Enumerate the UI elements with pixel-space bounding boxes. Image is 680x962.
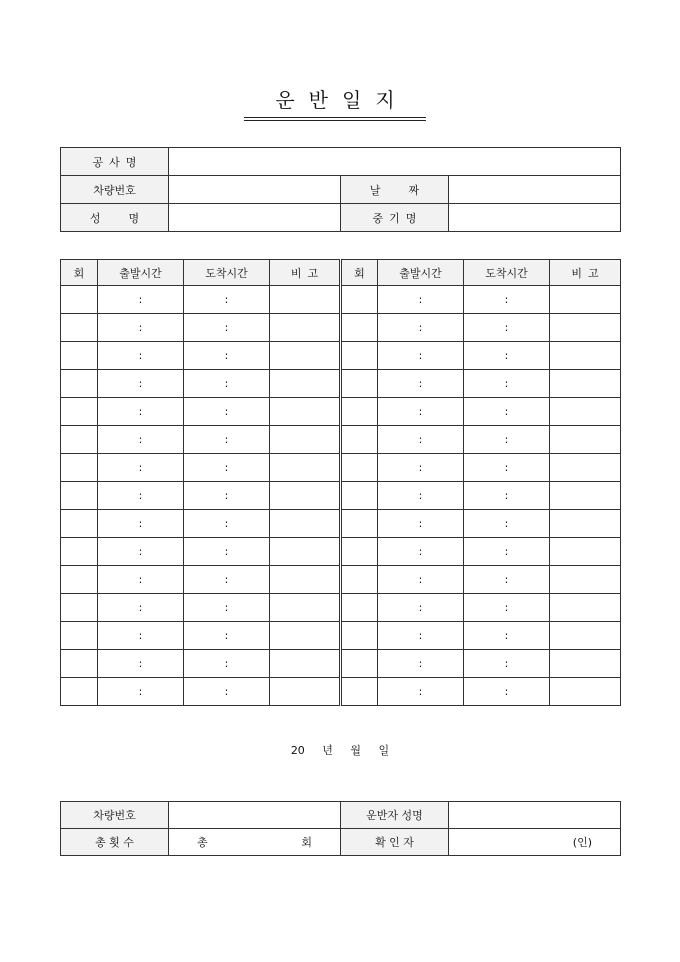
confirmer-label: 확 인 자 bbox=[341, 829, 449, 856]
arrival-cell-left[interactable] bbox=[184, 314, 270, 342]
remarks-cell-left[interactable] bbox=[270, 398, 341, 426]
remarks-cell-right[interactable] bbox=[550, 286, 621, 314]
arrival-cell-right[interactable] bbox=[464, 594, 550, 622]
departure-header-right: 출발시간 bbox=[378, 260, 464, 286]
round-cell-left[interactable] bbox=[61, 482, 98, 510]
arrival-cell-right[interactable] bbox=[464, 566, 550, 594]
time-separator: : bbox=[224, 545, 229, 558]
remarks-cell-left[interactable] bbox=[270, 426, 341, 454]
arrival-cell-left[interactable] bbox=[184, 678, 270, 706]
name-label: 성명 bbox=[61, 204, 169, 232]
driver-name-field[interactable] bbox=[449, 802, 621, 829]
time-separator: : bbox=[138, 293, 143, 306]
arrival-cell-left[interactable] bbox=[184, 398, 270, 426]
remarks-cell-left[interactable] bbox=[270, 622, 341, 650]
remarks-cell-right[interactable] bbox=[550, 594, 621, 622]
round-cell-left[interactable] bbox=[61, 314, 98, 342]
table-row bbox=[61, 538, 621, 566]
time-separator: : bbox=[224, 321, 229, 334]
time-separator: : bbox=[504, 601, 509, 614]
time-separator: : bbox=[504, 433, 509, 446]
trip-log-body bbox=[61, 260, 621, 706]
time-separator: : bbox=[418, 601, 423, 614]
time-separator: : bbox=[418, 685, 423, 698]
time-separator: : bbox=[418, 629, 423, 642]
departure-cell-left[interactable] bbox=[98, 286, 184, 314]
trip-log-header-row bbox=[61, 260, 621, 286]
time-separator: : bbox=[504, 629, 509, 642]
arrival-cell-left[interactable] bbox=[184, 510, 270, 538]
round-cell-right[interactable] bbox=[341, 454, 378, 482]
table-row bbox=[61, 454, 621, 482]
departure-cell-left[interactable] bbox=[98, 426, 184, 454]
seal-text: (인) bbox=[572, 836, 592, 849]
remarks-cell-right[interactable] bbox=[550, 538, 621, 566]
time-separator: : bbox=[224, 657, 229, 670]
remarks-header-right: 비고 bbox=[550, 260, 621, 286]
arrival-cell-right[interactable] bbox=[464, 510, 550, 538]
remarks-cell-right[interactable] bbox=[550, 398, 621, 426]
info-row-name bbox=[61, 204, 621, 232]
time-separator: : bbox=[504, 461, 509, 474]
time-separator: : bbox=[504, 545, 509, 558]
table-row bbox=[61, 286, 621, 314]
arrival-cell-left[interactable] bbox=[184, 622, 270, 650]
round-cell-right[interactable] bbox=[341, 678, 378, 706]
departure-cell-left[interactable] bbox=[98, 342, 184, 370]
departure-cell-left[interactable] bbox=[98, 594, 184, 622]
total-count-field[interactable] bbox=[169, 829, 341, 856]
total-suffix: 회 bbox=[301, 836, 312, 849]
date-label: 날짜 bbox=[341, 176, 449, 204]
time-separator: : bbox=[418, 433, 423, 446]
table-row bbox=[61, 594, 621, 622]
departure-cell-left[interactable] bbox=[98, 370, 184, 398]
round-cell-right[interactable] bbox=[341, 594, 378, 622]
departure-cell-right[interactable] bbox=[378, 678, 464, 706]
round-cell-right[interactable] bbox=[341, 482, 378, 510]
round-cell-left[interactable] bbox=[61, 538, 98, 566]
round-cell-left[interactable] bbox=[61, 286, 98, 314]
remarks-cell-right[interactable] bbox=[550, 370, 621, 398]
driver-name-label: 운반자 성명 bbox=[341, 802, 449, 829]
time-separator: : bbox=[224, 517, 229, 530]
equipment-name-field[interactable] bbox=[449, 204, 621, 232]
departure-cell-right[interactable] bbox=[378, 594, 464, 622]
remarks-cell-left[interactable] bbox=[270, 370, 341, 398]
time-separator: : bbox=[138, 601, 143, 614]
round-header-right: 회 bbox=[341, 260, 378, 286]
remarks-cell-right[interactable] bbox=[550, 314, 621, 342]
arrival-cell-left[interactable] bbox=[184, 650, 270, 678]
round-cell-right[interactable] bbox=[341, 622, 378, 650]
project-name-label: 공사명 bbox=[61, 148, 169, 176]
departure-cell-left[interactable] bbox=[98, 566, 184, 594]
arrival-cell-right[interactable] bbox=[464, 342, 550, 370]
arrival-cell-right[interactable] bbox=[464, 482, 550, 510]
remarks-cell-right[interactable] bbox=[550, 678, 621, 706]
table-row bbox=[61, 342, 621, 370]
time-separator: : bbox=[418, 489, 423, 502]
time-separator: : bbox=[138, 657, 143, 670]
table-row bbox=[61, 370, 621, 398]
remarks-cell-left[interactable] bbox=[270, 454, 341, 482]
arrival-cell-right[interactable] bbox=[464, 370, 550, 398]
round-cell-right[interactable] bbox=[341, 398, 378, 426]
arrival-header-right: 도착시간 bbox=[464, 260, 550, 286]
remarks-cell-right[interactable] bbox=[550, 566, 621, 594]
page-title: 운반일지 bbox=[275, 88, 409, 112]
table-row bbox=[61, 426, 621, 454]
arrival-cell-right[interactable] bbox=[464, 650, 550, 678]
time-separator: : bbox=[418, 461, 423, 474]
time-separator: : bbox=[138, 545, 143, 558]
round-cell-left[interactable] bbox=[61, 678, 98, 706]
remarks-cell-right[interactable] bbox=[550, 426, 621, 454]
remarks-cell-left[interactable] bbox=[270, 678, 341, 706]
arrival-cell-left[interactable] bbox=[184, 342, 270, 370]
round-cell-right[interactable] bbox=[341, 286, 378, 314]
time-separator: : bbox=[138, 517, 143, 530]
vehicle-no-label: 차량번호 bbox=[61, 176, 169, 204]
arrival-cell-right[interactable] bbox=[464, 538, 550, 566]
time-separator: : bbox=[418, 517, 423, 530]
time-separator: : bbox=[418, 377, 423, 390]
remarks-cell-right[interactable] bbox=[550, 510, 621, 538]
time-separator: : bbox=[504, 405, 509, 418]
remarks-cell-left[interactable] bbox=[270, 566, 341, 594]
project-name-field[interactable] bbox=[169, 148, 621, 176]
time-separator: : bbox=[138, 349, 143, 362]
table-row bbox=[61, 482, 621, 510]
departure-cell-left[interactable] bbox=[98, 538, 184, 566]
equipment-name-label: 중기명 bbox=[341, 204, 449, 232]
time-separator: : bbox=[138, 433, 143, 446]
arrival-cell-left[interactable] bbox=[184, 538, 270, 566]
arrival-cell-right[interactable] bbox=[464, 454, 550, 482]
departure-cell-right[interactable] bbox=[378, 622, 464, 650]
table-row bbox=[61, 314, 621, 342]
time-separator: : bbox=[224, 461, 229, 474]
time-separator: : bbox=[138, 685, 143, 698]
departure-cell-left[interactable] bbox=[98, 622, 184, 650]
time-separator: : bbox=[504, 489, 509, 502]
table-row bbox=[61, 510, 621, 538]
departure-cell-right[interactable] bbox=[378, 286, 464, 314]
round-cell-left[interactable] bbox=[61, 342, 98, 370]
remarks-cell-left[interactable] bbox=[270, 650, 341, 678]
round-cell-right[interactable] bbox=[341, 314, 378, 342]
info-row-vehicle bbox=[61, 176, 621, 204]
time-separator: : bbox=[418, 657, 423, 670]
time-separator: : bbox=[418, 293, 423, 306]
round-cell-right[interactable] bbox=[341, 650, 378, 678]
remarks-cell-left[interactable] bbox=[270, 482, 341, 510]
table-row bbox=[61, 398, 621, 426]
summary-row-vehicle bbox=[61, 802, 621, 829]
time-separator: : bbox=[504, 377, 509, 390]
summary-table bbox=[60, 801, 621, 856]
time-separator: : bbox=[224, 349, 229, 362]
time-separator: : bbox=[138, 405, 143, 418]
departure-cell-left[interactable] bbox=[98, 678, 184, 706]
time-separator: : bbox=[418, 545, 423, 558]
time-separator: : bbox=[138, 461, 143, 474]
time-separator: : bbox=[224, 433, 229, 446]
remarks-cell-left[interactable] bbox=[270, 510, 341, 538]
remarks-cell-left[interactable] bbox=[270, 286, 341, 314]
time-separator: : bbox=[224, 601, 229, 614]
departure-cell-right[interactable] bbox=[378, 566, 464, 594]
round-cell-left[interactable] bbox=[61, 650, 98, 678]
total-count-label: 총 횟 수 bbox=[61, 829, 169, 856]
time-separator: : bbox=[504, 657, 509, 670]
time-separator: : bbox=[224, 489, 229, 502]
arrival-cell-left[interactable] bbox=[184, 566, 270, 594]
departure-cell-right[interactable] bbox=[378, 650, 464, 678]
round-cell-right[interactable] bbox=[341, 510, 378, 538]
arrival-cell-left[interactable] bbox=[184, 426, 270, 454]
round-cell-left[interactable] bbox=[61, 370, 98, 398]
remarks-cell-right[interactable] bbox=[550, 650, 621, 678]
name-field[interactable] bbox=[169, 204, 341, 232]
round-header-left: 회 bbox=[61, 260, 98, 286]
remarks-cell-left[interactable] bbox=[270, 594, 341, 622]
arrival-cell-right[interactable] bbox=[464, 426, 550, 454]
departure-cell-left[interactable] bbox=[98, 650, 184, 678]
time-separator: : bbox=[418, 321, 423, 334]
remarks-cell-right[interactable] bbox=[550, 454, 621, 482]
time-separator: : bbox=[224, 629, 229, 642]
table-row bbox=[61, 622, 621, 650]
summary-row-total bbox=[61, 829, 621, 856]
round-cell-left[interactable] bbox=[61, 398, 98, 426]
departure-cell-right[interactable] bbox=[378, 426, 464, 454]
departure-cell-right[interactable] bbox=[378, 482, 464, 510]
table-row bbox=[61, 650, 621, 678]
remarks-cell-left[interactable] bbox=[270, 342, 341, 370]
table-row bbox=[61, 678, 621, 706]
time-separator: : bbox=[504, 517, 509, 530]
departure-cell-right[interactable] bbox=[378, 454, 464, 482]
round-cell-left[interactable] bbox=[61, 622, 98, 650]
departure-cell-left[interactable] bbox=[98, 398, 184, 426]
departure-cell-right[interactable] bbox=[378, 342, 464, 370]
departure-cell-left[interactable] bbox=[98, 510, 184, 538]
round-cell-left[interactable] bbox=[61, 510, 98, 538]
departure-cell-right[interactable] bbox=[378, 510, 464, 538]
date-line: 20 년 월 일 bbox=[290, 744, 390, 757]
total-prefix: 총 bbox=[197, 836, 208, 849]
round-cell-right[interactable] bbox=[341, 342, 378, 370]
time-separator: : bbox=[224, 377, 229, 390]
title-underline-top bbox=[244, 117, 426, 118]
round-cell-left[interactable] bbox=[61, 454, 98, 482]
time-separator: : bbox=[418, 573, 423, 586]
summary-vehicle-no-label: 차량번호 bbox=[61, 802, 169, 829]
time-separator: : bbox=[138, 321, 143, 334]
summary-vehicle-no-field[interactable] bbox=[169, 802, 341, 829]
time-separator: : bbox=[138, 573, 143, 586]
round-cell-right[interactable] bbox=[341, 538, 378, 566]
remarks-cell-left[interactable] bbox=[270, 314, 341, 342]
arrival-cell-left[interactable] bbox=[184, 286, 270, 314]
time-separator: : bbox=[224, 573, 229, 586]
round-cell-left[interactable] bbox=[61, 426, 98, 454]
arrival-cell-left[interactable] bbox=[184, 594, 270, 622]
time-separator: : bbox=[504, 321, 509, 334]
departure-cell-left[interactable] bbox=[98, 454, 184, 482]
arrival-cell-left[interactable] bbox=[184, 370, 270, 398]
trip-log-table bbox=[60, 259, 621, 706]
arrival-cell-right[interactable] bbox=[464, 314, 550, 342]
time-separator: : bbox=[504, 293, 509, 306]
remarks-cell-right[interactable] bbox=[550, 482, 621, 510]
table-row bbox=[61, 566, 621, 594]
time-separator: : bbox=[504, 685, 509, 698]
arrival-header-left: 도착시간 bbox=[184, 260, 270, 286]
departure-cell-right[interactable] bbox=[378, 314, 464, 342]
departure-cell-left[interactable] bbox=[98, 482, 184, 510]
arrival-cell-left[interactable] bbox=[184, 454, 270, 482]
info-row-project bbox=[61, 148, 621, 176]
round-cell-right[interactable] bbox=[341, 566, 378, 594]
arrival-cell-right[interactable] bbox=[464, 398, 550, 426]
round-cell-left[interactable] bbox=[61, 594, 98, 622]
departure-cell-right[interactable] bbox=[378, 398, 464, 426]
time-separator: : bbox=[138, 629, 143, 642]
remarks-cell-right[interactable] bbox=[550, 342, 621, 370]
date-field[interactable] bbox=[449, 176, 621, 204]
time-separator: : bbox=[138, 489, 143, 502]
time-separator: : bbox=[504, 573, 509, 586]
remarks-cell-left[interactable] bbox=[270, 538, 341, 566]
remarks-cell-right[interactable] bbox=[550, 622, 621, 650]
time-separator: : bbox=[224, 685, 229, 698]
remarks-header-left: 비고 bbox=[270, 260, 341, 286]
arrival-cell-left[interactable] bbox=[184, 482, 270, 510]
time-separator: : bbox=[418, 349, 423, 362]
title-underline-bottom bbox=[244, 120, 426, 121]
round-cell-left[interactable] bbox=[61, 566, 98, 594]
time-separator: : bbox=[504, 349, 509, 362]
vehicle-no-field[interactable] bbox=[169, 176, 341, 204]
time-separator: : bbox=[224, 405, 229, 418]
time-separator: : bbox=[418, 405, 423, 418]
departure-cell-right[interactable] bbox=[378, 538, 464, 566]
info-table bbox=[60, 147, 621, 232]
departure-header-left: 출발시간 bbox=[98, 260, 184, 286]
round-cell-right[interactable] bbox=[341, 426, 378, 454]
arrival-cell-right[interactable] bbox=[464, 678, 550, 706]
time-separator: : bbox=[138, 377, 143, 390]
confirmer-field[interactable] bbox=[449, 829, 621, 856]
round-cell-right[interactable] bbox=[341, 370, 378, 398]
time-separator: : bbox=[224, 293, 229, 306]
departure-cell-left[interactable] bbox=[98, 314, 184, 342]
departure-cell-right[interactable] bbox=[378, 370, 464, 398]
arrival-cell-right[interactable] bbox=[464, 622, 550, 650]
arrival-cell-right[interactable] bbox=[464, 286, 550, 314]
